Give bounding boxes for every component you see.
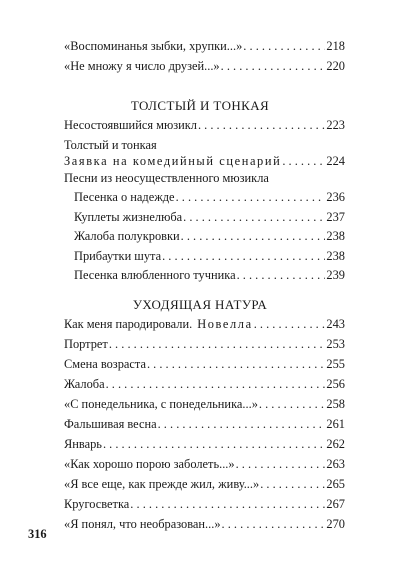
toc-entry-title: «С понедельника, с понедельника...»: [64, 397, 258, 411]
leader-dots: [198, 117, 325, 134]
leader-dots: [222, 516, 326, 533]
leader-dots: [260, 476, 325, 493]
toc-entry-title: Портрет: [64, 337, 108, 351]
toc-entry: [64, 416, 345, 433]
leader-dots: [259, 396, 326, 413]
leader-dots: [243, 38, 325, 55]
toc-entry-title: Жалоба полукровки: [74, 229, 180, 243]
toc-entry: [64, 376, 345, 393]
toc-entry: [74, 267, 345, 284]
toc-entry: [64, 456, 345, 473]
leader-dots: [103, 436, 325, 453]
toc-entry-title: Жалоба: [64, 377, 105, 391]
toc-entry-title: «Не множу я число друзей...»: [64, 59, 220, 73]
toc-entry: [64, 316, 345, 333]
toc-entry: [64, 516, 345, 533]
toc-entry-page: 255: [326, 357, 345, 371]
toc-entry-title: Песенка влюбленного тучника: [74, 268, 236, 282]
toc-entry-title: Куплеты жизнелюба: [74, 210, 183, 224]
toc-entry-page: 238: [326, 249, 345, 263]
toc-entry-title-spaced: Новелла: [197, 317, 253, 331]
toc-entry-title: Песенка о надежде: [74, 190, 175, 204]
toc-entry-page: 253: [326, 337, 345, 351]
toc-entry-title: «Я понял, что необразован...»: [64, 517, 221, 531]
toc-entry: [64, 336, 345, 353]
leader-dots: [109, 336, 326, 353]
toc-entry: [64, 476, 345, 493]
leader-dots: [282, 153, 325, 170]
toc-entry-title: «Как хорошо порою заболеть...»: [64, 457, 235, 471]
toc-entry-page: 263: [326, 457, 345, 471]
leader-dots: [176, 189, 326, 206]
toc-entry-title: Смена возраста: [64, 357, 146, 371]
toc-entry-page: 237: [326, 210, 345, 224]
toc-entry-page: 262: [326, 437, 345, 451]
toc-entry-title: «Я все еще, как прежде жил, живу...»: [64, 477, 260, 491]
toc-entry-page: 239: [326, 268, 345, 282]
leader-dots: [106, 376, 326, 393]
leader-dots: [236, 456, 326, 473]
toc-entry-page: 261: [326, 417, 345, 431]
toc-entry-title: Как меня пародировали.: [64, 317, 193, 331]
toc-entry-title: Заявка на комедийный сценарий: [64, 154, 282, 168]
leader-dots: [158, 416, 326, 433]
toc-entry-page: 258: [326, 397, 345, 411]
leader-dots: [147, 356, 325, 373]
toc-entry-page: 265: [326, 477, 345, 491]
toc-entry-title: Кругосветка: [64, 497, 130, 511]
toc-entry-title: Несостоявшийся мюзикл: [64, 118, 197, 132]
toc-subheading: Песни из неосуществленного мюзикла: [64, 171, 269, 185]
leader-dots: [162, 248, 325, 265]
toc-entry: [74, 189, 345, 206]
toc-entry-page: 220: [326, 59, 345, 73]
leader-dots: [254, 316, 326, 333]
toc-entry: [74, 228, 345, 245]
toc-entry: [64, 356, 345, 373]
toc-entry-page: 224: [326, 154, 345, 168]
toc-entry-title: «Воспоминанья зыбки, хрупки...»: [64, 39, 243, 53]
toc-entry-page: 243: [326, 317, 345, 331]
toc-entry: [64, 153, 345, 170]
toc-entry-page: 223: [326, 118, 345, 132]
toc-entry-title: Январь: [64, 437, 102, 451]
toc-entry-title: Прибаутки шута: [74, 249, 162, 263]
toc-entry-page: 256: [326, 377, 345, 391]
leader-dots: [181, 228, 326, 245]
section-heading: УХОДЯЩАЯ НАТУРА: [132, 297, 268, 312]
section-heading: ТОЛСТЫЙ И ТОНКАЯ: [130, 98, 270, 113]
toc-entry: [64, 496, 345, 513]
toc-entry-page: 270: [326, 517, 345, 531]
toc-entry: [64, 436, 345, 453]
toc-entry-page: 238: [326, 229, 345, 243]
toc-entry-title: Фальшивая весна: [64, 417, 157, 431]
toc-entry-page: 267: [326, 497, 345, 511]
leader-dots: [183, 209, 325, 226]
toc-entry-page: 218: [326, 39, 345, 53]
toc-entry: [74, 248, 345, 265]
toc-entry-page: 236: [326, 190, 345, 204]
toc-entry: [74, 209, 345, 226]
leader-dots: [237, 267, 326, 284]
leader-dots: [221, 58, 326, 75]
toc-entry: [64, 58, 345, 75]
leader-dots: [130, 496, 325, 513]
toc-entry: [64, 117, 345, 134]
toc-entry: [64, 396, 345, 413]
page-number: 316: [28, 527, 47, 541]
toc-entry: [64, 38, 345, 55]
toc-entry-title-line: Толстый и тонкая: [64, 138, 157, 152]
